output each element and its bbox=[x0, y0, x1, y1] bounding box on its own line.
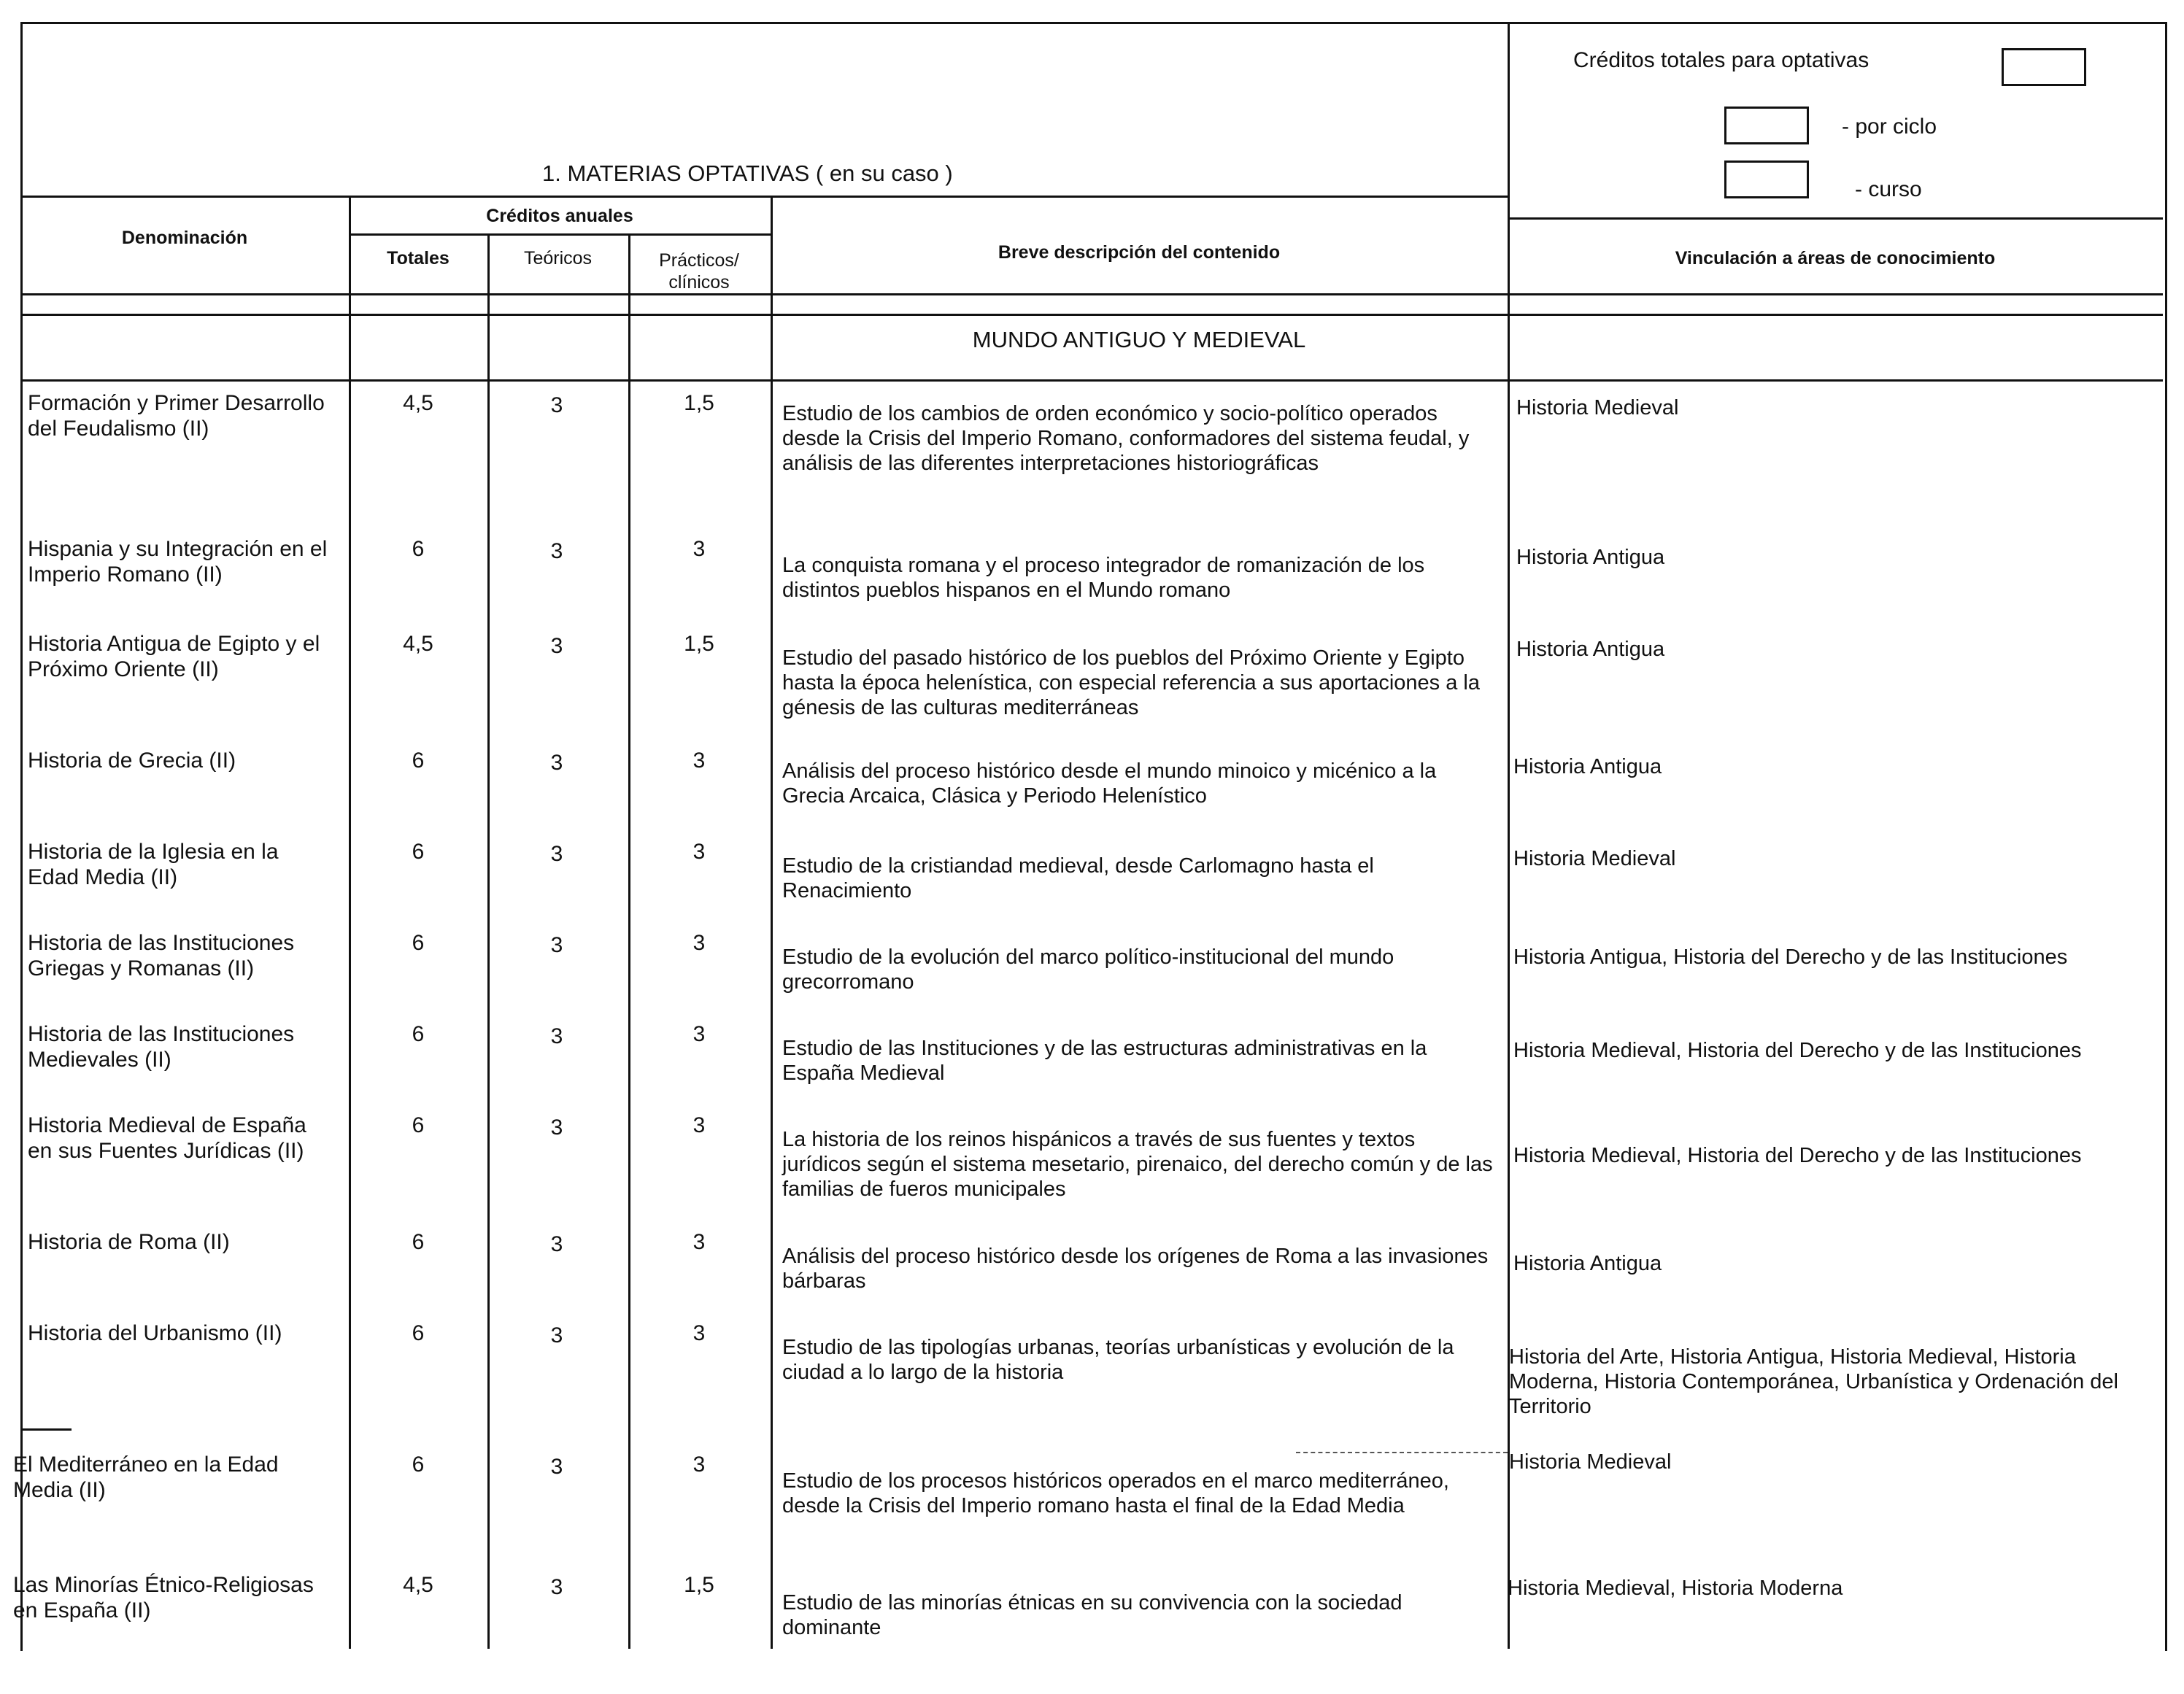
col-line-1 bbox=[349, 197, 351, 1649]
row-totales: 6 bbox=[412, 1321, 425, 1345]
row-teoricos: 3 bbox=[550, 1323, 563, 1347]
row-teoricos: 3 bbox=[550, 1232, 563, 1256]
creditos-subline bbox=[349, 233, 771, 236]
row-practicos: 3 bbox=[692, 1453, 706, 1477]
section-title: MUNDO ANTIGUO Y MEDIEVAL bbox=[972, 327, 1306, 352]
row-descripcion: Estudio de las tipologías urbanas, teorías urbanísticas y evolución de la ciudad a lo largo de la historia bbox=[782, 1336, 1454, 1384]
row-practicos: 3 bbox=[692, 749, 706, 773]
col-header-totales: Totales bbox=[387, 248, 449, 268]
col-header-teoricos: Teóricos bbox=[523, 248, 593, 268]
row-separator-urbanismo bbox=[20, 1428, 72, 1431]
row-totales: 6 bbox=[412, 537, 425, 561]
col-line-2 bbox=[487, 233, 490, 1649]
row-teoricos: 3 bbox=[550, 1115, 563, 1140]
row-practicos: 1,5 bbox=[684, 1573, 714, 1597]
row-vinculacion: Historia Medieval bbox=[1516, 396, 1679, 419]
row-descripcion: Estudio de la cristiandad medieval, desde Carlomagno hasta el Renacimiento bbox=[782, 854, 1374, 902]
row-vinculacion: Historia Antigua bbox=[1516, 546, 1665, 569]
row-denominacion: El Mediterráneo en la Edad Media (II) bbox=[13, 1453, 279, 1502]
row-practicos: 3 bbox=[692, 1022, 706, 1046]
row-denominacion: Historia Antigua de Egipto y el Próximo Oriente (II) bbox=[28, 632, 320, 681]
row-totales: 6 bbox=[412, 1230, 425, 1254]
row-separator-urbanismo-right bbox=[1296, 1452, 1508, 1453]
row-practicos: 3 bbox=[692, 1230, 706, 1254]
row-practicos: 3 bbox=[692, 840, 706, 864]
row-descripcion: Estudio de la evolución del marco político-institucional del mundo grecorromano bbox=[782, 945, 1394, 994]
col-header-descripcion: Breve descripción del contenido bbox=[998, 242, 1281, 263]
row-totales: 6 bbox=[412, 749, 425, 773]
row-practicos: 3 bbox=[692, 1321, 706, 1345]
row-denominacion: Historia de las Instituciones Medievales (II) bbox=[28, 1022, 295, 1072]
row-vinculacion: Historia Medieval, Historia Moderna bbox=[1508, 1577, 1843, 1600]
row-vinculacion: Historia Antigua bbox=[1513, 1252, 1662, 1275]
row-teoricos: 3 bbox=[550, 842, 563, 866]
row-practicos: 1,5 bbox=[684, 391, 714, 415]
row-denominacion: Historia Medieval de España en sus Fuentes Jurídicas (II) bbox=[28, 1113, 306, 1163]
row-teoricos: 3 bbox=[550, 539, 563, 563]
row-descripcion: Estudio de los procesos históricos operados en el marco mediterráneo, desde la Crisis del Imperio romano hasta el final de la Edad Media bbox=[782, 1469, 1449, 1517]
row-descripcion: Análisis del proceso histórico desde los orígenes de Roma a las invasiones bárbaras bbox=[782, 1245, 1489, 1293]
por-ciclo-box[interactable] bbox=[1724, 107, 1809, 144]
row-descripcion: Estudio de las Instituciones y de las estructuras administrativas en la España Medieval bbox=[782, 1037, 1427, 1085]
row-vinculacion: Historia Medieval, Historia del Derecho y de las Instituciones bbox=[1513, 1039, 2082, 1062]
row-practicos: 3 bbox=[692, 1113, 706, 1137]
row-vinculacion: Historia Antigua bbox=[1513, 755, 1662, 778]
row-totales: 6 bbox=[412, 1022, 425, 1046]
row-practicos: 3 bbox=[692, 537, 706, 561]
col-header-denominacion: Denominación bbox=[121, 228, 248, 248]
column-header-bottom bbox=[20, 293, 2163, 295]
row-denominacion: Formación y Primer Desarrollo del Feudalismo (II) bbox=[28, 391, 325, 441]
row-descripcion: Estudio del pasado histórico de los pueblos del Próximo Oriente y Egipto hasta la época helenística, con especial referencia a sus aportaciones a la génesis de las culturas mediterráneas bbox=[782, 646, 1480, 719]
row-totales: 6 bbox=[412, 1113, 425, 1137]
col-header-creditos-anuales: Créditos anuales bbox=[486, 206, 633, 226]
row-vinculacion: Historia Medieval, Historia del Derecho y de las Instituciones bbox=[1513, 1144, 2082, 1167]
row-vinculacion: Historia Antigua, Historia del Derecho y de las Instituciones bbox=[1513, 945, 2068, 969]
col-header-vinculacion: Vinculación a áreas de conocimiento bbox=[1675, 248, 1996, 268]
row-descripcion: Análisis del proceso histórico desde el mundo minoico y micénico a la Grecia Arcaica, Clásica y Periodo Helenístico bbox=[782, 759, 1437, 808]
row-vinculacion: Historia Medieval bbox=[1513, 847, 1676, 870]
row-teoricos: 3 bbox=[550, 634, 563, 658]
row-denominacion: Las Minorías Étnico-Religiosas en España (II) bbox=[13, 1573, 314, 1623]
creditos-totales-box[interactable] bbox=[2002, 48, 2086, 86]
row-teoricos: 3 bbox=[550, 1024, 563, 1048]
row-vinculacion: Historia del Arte, Historia Antigua, Historia Medieval, Historia Moderna, Historia Contemporánea, Urbanística y Ordenación del Territorio bbox=[1509, 1345, 2118, 1418]
col-line-4 bbox=[771, 197, 773, 1649]
row-denominacion: Historia del Urbanismo (II) bbox=[28, 1321, 282, 1345]
row-practicos: 3 bbox=[692, 931, 706, 955]
section-bottom bbox=[20, 379, 2163, 382]
row-denominacion: Historia de Grecia (II) bbox=[28, 749, 236, 773]
header-bottom-line-left bbox=[20, 196, 1509, 198]
row-totales: 4,5 bbox=[403, 1573, 433, 1597]
row-vinculacion: Historia Antigua bbox=[1516, 638, 1665, 661]
row-descripcion: La historia de los reinos hispánicos a través de sus fuentes y textos jurídicos según el sistema mesetario, pirenaico, del derecho común y de las familias de fueros municipales bbox=[782, 1128, 1493, 1201]
row-totales: 4,5 bbox=[403, 632, 433, 656]
row-descripcion: Estudio de las minorías étnicas en su convivencia con la sociedad dominante bbox=[782, 1591, 1402, 1639]
row-denominacion: Historia de la Iglesia en la Edad Media (II) bbox=[28, 840, 279, 889]
row-totales: 6 bbox=[412, 931, 425, 955]
section-top bbox=[20, 314, 2163, 316]
row-denominacion: Historia de Roma (II) bbox=[28, 1230, 230, 1254]
row-teoricos: 3 bbox=[550, 933, 563, 957]
row-totales: 4,5 bbox=[403, 391, 433, 415]
col-header-practicos: Prácticos/ clínicos bbox=[659, 250, 739, 293]
row-totales: 6 bbox=[412, 1453, 425, 1477]
row-descripcion: La conquista romana y el proceso integrador de romanización de los distintos pueblos hispanos en el Mundo romano bbox=[782, 554, 1425, 602]
row-totales: 6 bbox=[412, 840, 425, 864]
row-teoricos: 3 bbox=[550, 1455, 563, 1479]
row-teoricos: 3 bbox=[550, 393, 563, 417]
document-page bbox=[13, 22, 2166, 1671]
row-denominacion: Hispania y su Integración en el Imperio Romano (II) bbox=[28, 537, 328, 587]
row-descripcion: Estudio de los cambios de orden económico y socio-político operados desde la Crisis del Imperio Romano, conformadores del sistema feudal, y análisis de las diferentes interpretaciones historiográficas bbox=[782, 402, 1470, 475]
curso-label: - curso bbox=[1855, 177, 1922, 201]
row-denominacion: Historia de las Instituciones Griegas y Romanas (II) bbox=[28, 931, 295, 981]
page-title: 1. MATERIAS OPTATIVAS ( en su caso ) bbox=[542, 160, 953, 186]
header-bottom-line-right bbox=[1508, 217, 2163, 220]
row-teoricos: 3 bbox=[550, 751, 563, 775]
col-line-3 bbox=[628, 233, 630, 1649]
row-vinculacion: Historia Medieval bbox=[1509, 1450, 1672, 1474]
row-teoricos: 3 bbox=[550, 1575, 563, 1599]
por-ciclo-label: - por ciclo bbox=[1842, 115, 1937, 139]
row-practicos: 1,5 bbox=[684, 632, 714, 656]
curso-box[interactable] bbox=[1724, 160, 1809, 198]
creditos-totales-label: Créditos totales para optativas bbox=[1573, 48, 1869, 72]
